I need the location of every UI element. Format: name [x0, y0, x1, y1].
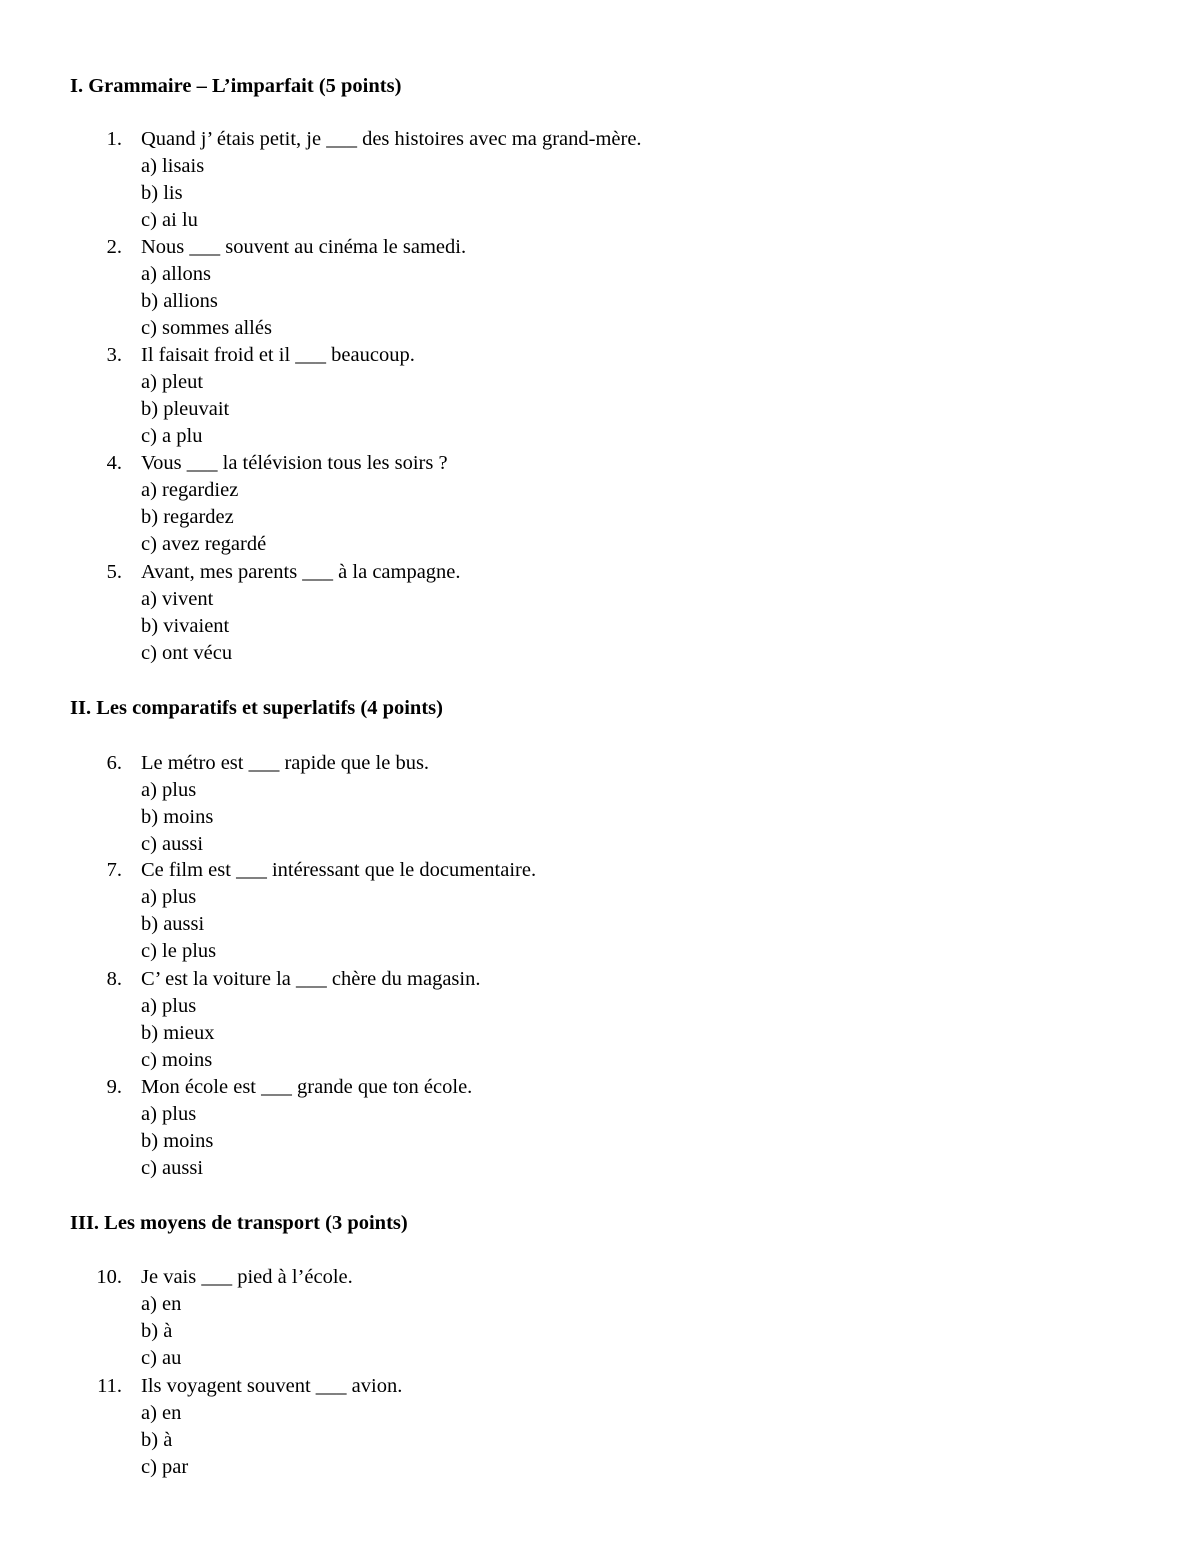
answer-option: c) avez regardé — [141, 533, 267, 555]
answer-option: b) pleuvait — [141, 398, 230, 420]
answer-option: a) plus — [141, 995, 197, 1017]
answer-option: c) sommes allés — [141, 317, 272, 339]
section-title: II. Les comparatifs et superlatifs (4 points) — [70, 697, 443, 719]
question-number: 10. — [96, 1266, 122, 1288]
question-text: Quand j’ étais petit, je ___ des histoires avec ma grand-mère. — [141, 128, 642, 150]
answer-option: a) regardiez — [141, 479, 239, 501]
question-text: Vous ___ la télévision tous les soirs ? — [141, 452, 448, 474]
answer-option: b) à — [141, 1320, 173, 1342]
answer-option: b) regardez — [141, 506, 234, 528]
answer-options — [141, 1101, 213, 1182]
answer-option: b) moins — [141, 1130, 214, 1152]
question-text: Le métro est ___ rapide que le bus. — [141, 752, 430, 774]
answer-options — [141, 586, 232, 667]
answer-option: b) vivaient — [141, 615, 230, 637]
answer-option: c) a plu — [141, 425, 203, 447]
question-number: 6. — [106, 752, 122, 774]
answer-option: a) en — [141, 1402, 182, 1424]
answer-option: a) plus — [141, 886, 197, 908]
answer-options — [141, 993, 214, 1074]
question-number: 9. — [106, 1076, 122, 1098]
answer-option: a) pleut — [141, 371, 204, 393]
answer-option: a) vivent — [141, 588, 214, 610]
answer-options — [141, 884, 216, 965]
question-number: 8. — [106, 968, 122, 990]
question-text: C’ est la voiture la ___ chère du magasin. — [141, 968, 481, 990]
answer-option: b) moins — [141, 806, 214, 828]
answer-option: c) au — [141, 1347, 182, 1369]
answer-option: c) aussi — [141, 833, 204, 855]
question-number: 7. — [106, 859, 122, 881]
question-number: 4. — [106, 452, 122, 474]
answer-option: b) allions — [141, 290, 218, 312]
question-number: 2. — [106, 236, 122, 258]
question-text: Mon école est ___ grande que ton école. — [141, 1076, 473, 1098]
answer-options — [141, 1400, 188, 1481]
answer-option: a) plus — [141, 1103, 197, 1125]
question-text: Ce film est ___ intéressant que le documentaire. — [141, 859, 537, 881]
answer-option: b) mieux — [141, 1022, 215, 1044]
answer-options — [141, 153, 204, 234]
answer-option: c) aussi — [141, 1157, 204, 1179]
question-text: Je vais ___ pied à l’école. — [141, 1266, 353, 1288]
answer-option: b) lis — [141, 182, 183, 204]
section-title: III. Les moyens de transport (3 points) — [70, 1212, 408, 1234]
answer-option: a) plus — [141, 779, 197, 801]
answer-option: c) le plus — [141, 940, 217, 962]
answer-option: a) lisais — [141, 155, 205, 177]
answer-options — [141, 261, 272, 342]
question-number: 1. — [106, 128, 122, 150]
section-title: I. Grammaire – L’imparfait (5 points) — [70, 75, 402, 97]
answer-option: a) en — [141, 1293, 182, 1315]
answer-options — [141, 777, 213, 858]
answer-option: a) allons — [141, 263, 212, 285]
answer-option: c) moins — [141, 1049, 213, 1071]
answer-options — [141, 369, 229, 450]
question-number: 11. — [97, 1375, 122, 1397]
question-text: Nous ___ souvent au cinéma le samedi. — [141, 236, 467, 258]
answer-option: c) ont vécu — [141, 642, 233, 664]
question-number: 3. — [106, 344, 122, 366]
answer-option: c) ai lu — [141, 209, 198, 231]
answer-option: b) aussi — [141, 913, 205, 935]
question-text: Avant, mes parents ___ à la campagne. — [141, 561, 461, 583]
question-text: Ils voyagent souvent ___ avion. — [141, 1375, 403, 1397]
answer-option: c) par — [141, 1456, 189, 1478]
answer-option: b) à — [141, 1429, 173, 1451]
answer-options — [141, 477, 266, 558]
answer-options — [141, 1291, 181, 1372]
question-number: 5. — [106, 561, 122, 583]
question-text: Il faisait froid et il ___ beaucoup. — [141, 344, 415, 366]
